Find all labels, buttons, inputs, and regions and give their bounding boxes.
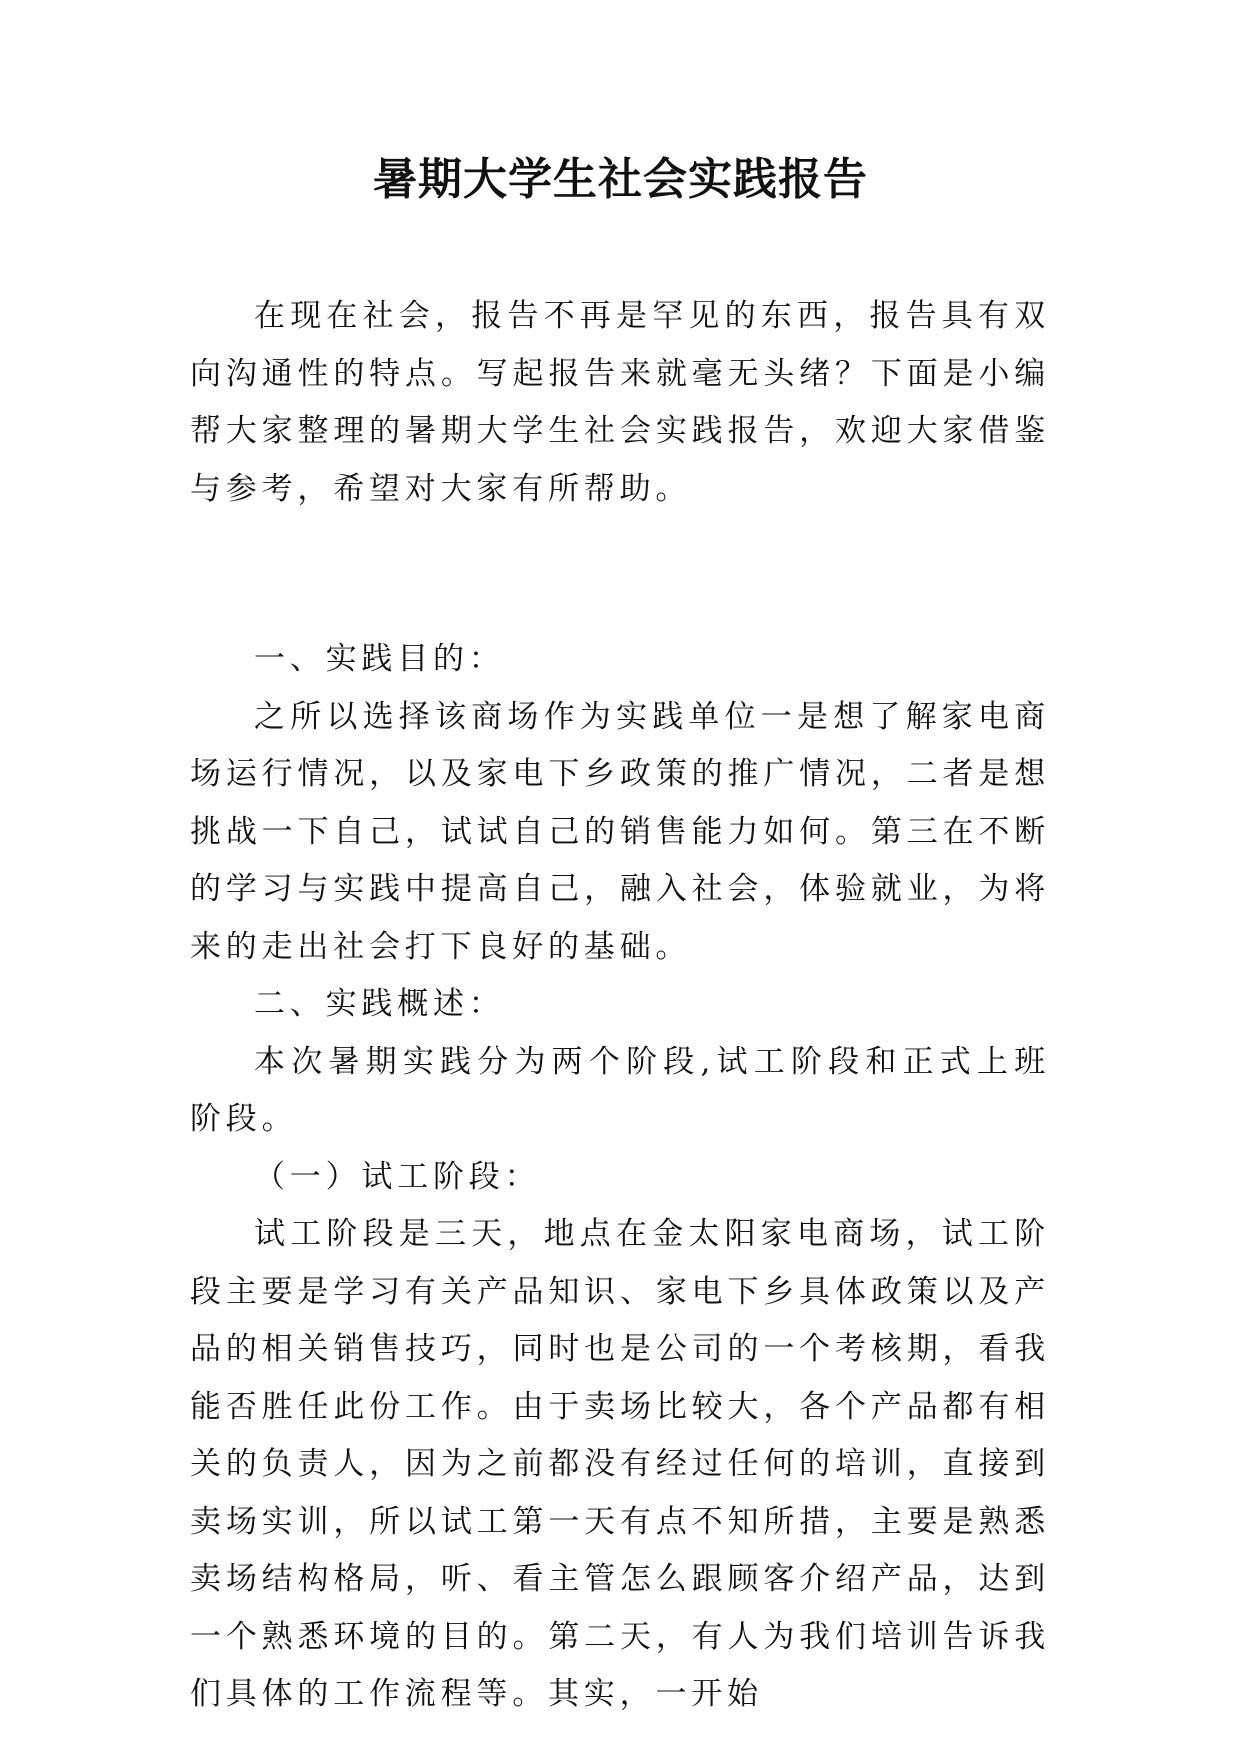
section-1-paragraph: 之所以选择该商场作为实践单位一是想了解家电商场运行情况，以及家电下乡政策的推广情况，二者是想挑战一下自己，试试自己的销售能力如何。第三在不断的学习与实践中提高自己，融入社会，体验就业，为将来的走出社会打下良好的基础。 [190,698,1050,965]
intro-paragraph: 在现在社会，报告不再是罕见的东西，报告具有双向沟通性的特点。写起报告来就毫无头绪？下面是小编帮大家整理的暑期大学生社会实践报告，欢迎大家借鉴与参考，希望对大家有所帮助。 [190,298,1050,507]
subsection-1-heading: （一）试工阶段： [254,1158,541,1195]
subsection-1-paragraph: 试工阶段是三天，地点在金太阳家电商场，试工阶段主要是学习有关产品知识、家电下乡具体政策以及产品的相关销售技巧，同时也是公司的一个考核期，看我能否胜任此份工作。由于卖场比较大，各个产品都有相关的负责人，因为之前都没有经过任何的培训，直接到卖场实训，所以试工第一天有点不知所措，主要是熟悉卖场结构格局，听、看主管怎么跟顾客介绍产品，达到一个熟悉环境的目的。第二天，有人为我们培训告诉我们具体的工作流程等。其实，一开始 [190,1216,1050,1712]
document-title: 暑期大学生社会实践报告 [373,154,868,205]
section-2-heading: 二、实践概述： [254,986,505,1022]
section-2-paragraph: 本次暑期实践分为两个阶段,试工阶段和正式上班阶段。 [190,1043,1050,1137]
section-1-heading: 一、实践目的： [254,641,505,677]
document-body [190,288,1050,1724]
paragraph-spacer [190,518,1050,631]
